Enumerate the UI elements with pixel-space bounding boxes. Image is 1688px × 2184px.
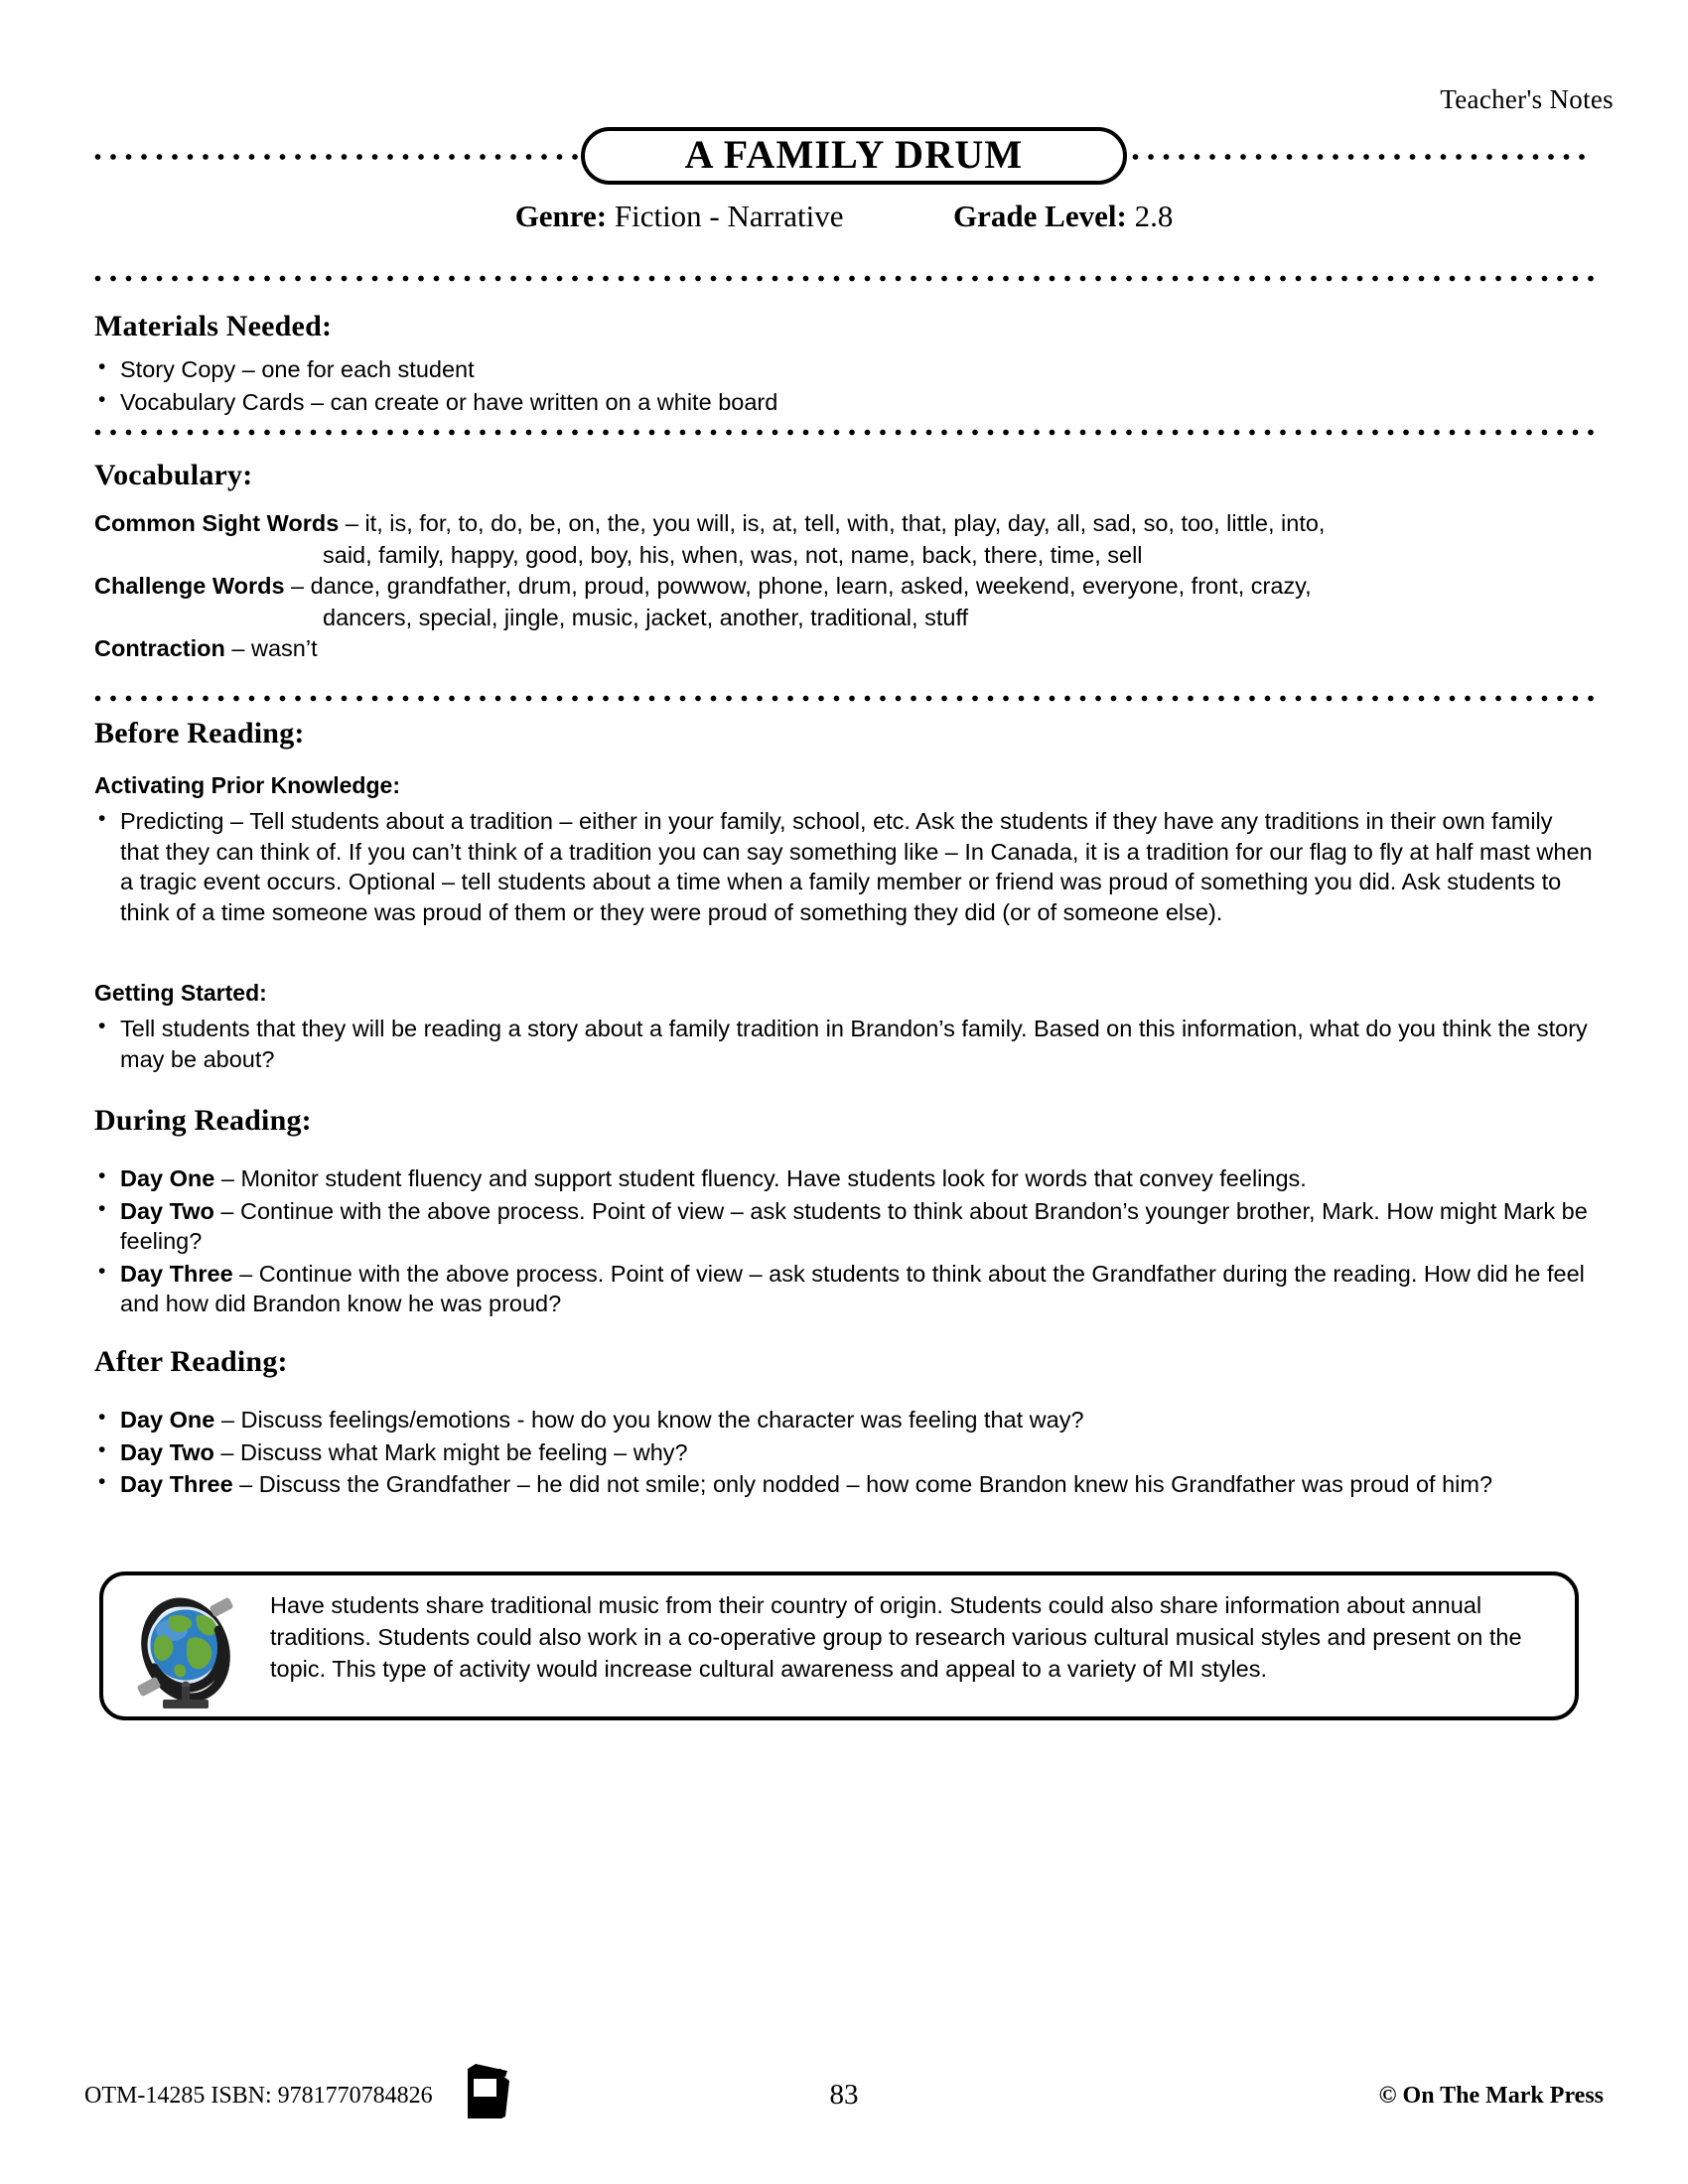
day-label: Day Three <box>120 1260 233 1287</box>
day-label: Day Two <box>120 1438 214 1465</box>
vocabulary-heading: Vocabulary: <box>94 459 253 491</box>
section-divider-2 <box>94 429 1594 436</box>
section-divider-1 <box>94 275 1594 282</box>
day-text: – Continue with the above process. Point of view – ask students to think about the Grandfather during the reading. How did he feel and how did Brandon know he was proud? <box>120 1260 1585 1317</box>
during-reading-heading: During Reading: <box>94 1104 312 1137</box>
list-item: • Story Copy – one for each student <box>94 354 1594 385</box>
common-sight-words-cont: said, family, happy, good, boy, his, when, was, not, name, back, there, time, sell <box>323 541 1143 568</box>
list-item <box>94 1196 1596 1257</box>
contraction-line <box>94 633 1599 664</box>
callout-text: Have students share traditional music from their country of origin. Students could also share information about annual traditions. Students could also work in a co-operative group to research various cultural musical styles and present on the topic. This type of activity would increase cultural awareness and appeal to a variety of MI styles. <box>270 1592 1522 1683</box>
common-sight-words-text: – it, is, for, to, do, be, on, the, you will, is, at, tell, with, that, play, day, all, sad, so, too, little, into, <box>339 510 1326 536</box>
list-item <box>94 1437 1596 1468</box>
page-title: A FAMILY DRUM <box>684 131 1024 177</box>
vocabulary-block <box>94 508 1599 665</box>
footer-isbn: OTM-14285 ISBN: 9781770784826 <box>84 2083 433 2109</box>
during-reading-block <box>94 1163 1596 1321</box>
genre-grade-row <box>74 199 1614 234</box>
genre-label: Genre: <box>514 199 608 233</box>
list-item <box>94 1163 1596 1194</box>
day-text: – Discuss feelings/emotions - how do you know the character was feeling that way? <box>214 1407 1084 1433</box>
genre-value: Fiction - Narrative <box>614 199 844 233</box>
challenge-words-cont: dancers, special, jingle, music, jacket, another, traditional, stuff <box>323 604 969 630</box>
grade-level-label: Grade Level: <box>953 199 1127 233</box>
day-label: Day One <box>120 1407 215 1433</box>
extension-activity-callout <box>99 1571 1579 1720</box>
contraction-label: Contraction <box>94 635 225 662</box>
list-item <box>94 1259 1596 1319</box>
page-number: 83 <box>829 2079 859 2111</box>
list-item: • Vocabulary Cards – can create or have written on a white board <box>94 387 1594 418</box>
day-label: Day Two <box>120 1197 214 1224</box>
day-text: – Monitor student fluency and support student fluency. Have students look for words that convey feelings. <box>214 1165 1307 1191</box>
day-text: – Continue with the above process. Point of view – ask students to think about Brandon’s younger brother, Mark. How might Mark be feeling? <box>120 1197 1588 1255</box>
page-corner-label: Teacher's Notes <box>1440 84 1614 114</box>
common-sight-words-line <box>94 508 1599 539</box>
challenge-words-line <box>94 571 1599 602</box>
challenge-words-text: – dance, grandfather, drum, proud, powwow, phone, learn, asked, weekend, everyone, front, crazy, <box>284 573 1312 600</box>
list-item: • Tell students that they will be reading a story about a family tradition in Brandon’s family. Based on this information, what do you think the story may be about? <box>94 1014 1596 1074</box>
grade-level-value: 2.8 <box>1134 199 1174 233</box>
after-reading-block <box>94 1405 1596 1502</box>
list-item <box>94 1405 1596 1435</box>
materials-list-block <box>94 354 1594 419</box>
dotted-rule-right <box>1132 154 1594 161</box>
common-sight-words-label: Common Sight Words <box>94 510 340 536</box>
page-footer <box>74 2075 1614 2115</box>
activating-prior-knowledge-heading: Activating Prior Knowledge: <box>94 772 400 798</box>
challenge-words-label: Challenge Words <box>94 573 285 600</box>
day-label: Day Three <box>120 1471 233 1498</box>
list-item <box>94 1469 1596 1500</box>
materials-heading: Materials Needed: <box>94 310 333 342</box>
list-item: • Predicting – Tell students about a tradition – either in your family, school, etc. Ask the students if they have any traditions in their own family that they can think of. If you can’t think of a tradition you can say something like – In Canada, it is a tradition for our flag to fly at half mast when a tragic event occurs. Optional – tell students about a time when a family member or friend was proud of something you did. Ask students to think of a time someone was proud of them or they were proud of something they did (or of someone else). <box>94 806 1596 927</box>
day-label: Day One <box>120 1165 215 1191</box>
section-divider-3 <box>94 695 1594 702</box>
after-reading-heading: After Reading: <box>94 1345 288 1378</box>
activating-prior-knowledge-block <box>94 806 1596 929</box>
getting-started-heading: Getting Started: <box>94 980 267 1006</box>
before-reading-heading: Before Reading: <box>94 717 305 750</box>
page-title-pill <box>581 127 1127 185</box>
footer-copyright: © On The Mark Press <box>1378 2083 1604 2109</box>
day-text: – Discuss what Mark might be feeling – why? <box>213 1438 688 1465</box>
day-text: – Discuss the Grandfather – he did not smile; only nodded – how come Brandon knew his Grandfather was proud of him? <box>232 1471 1493 1498</box>
contraction-text: – wasn’t <box>224 635 318 662</box>
title-banner <box>74 127 1614 187</box>
dotted-rule-left <box>94 154 581 161</box>
getting-started-block <box>94 1014 1596 1076</box>
globe-icon <box>127 1587 244 1712</box>
